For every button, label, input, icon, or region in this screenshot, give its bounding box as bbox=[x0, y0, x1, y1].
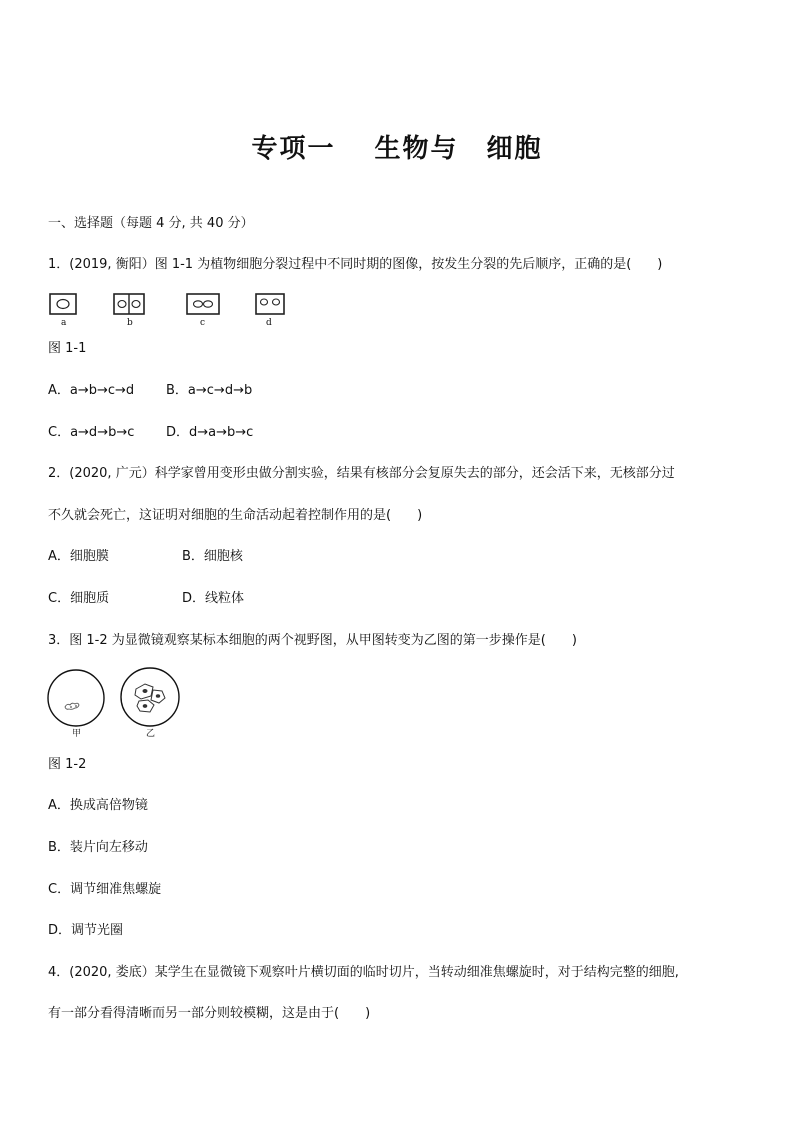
question-1-option-a: A．a→b→c→d bbox=[48, 383, 135, 398]
figure-1-1-cell-division bbox=[48, 292, 298, 330]
cell-b bbox=[114, 294, 144, 314]
question-3-option-c: C．调节细准焦螺旋 bbox=[48, 882, 162, 897]
figure-label-yi: 乙 bbox=[146, 729, 156, 739]
page-title: 专项一 生物与 细胞 bbox=[251, 134, 543, 164]
cell-a bbox=[50, 294, 76, 314]
figure-label-jia: 甲 bbox=[72, 729, 82, 739]
figure-1-2-microscope-views bbox=[46, 668, 186, 730]
cell-c bbox=[187, 294, 219, 314]
section-heading: 一、选择题（每题 4 分, 共 40 分） bbox=[48, 216, 254, 231]
question-3-stem: 3．图 1-2 为显微镜观察某标本细胞的两个视野图，从甲图转变为乙图的第一步操作是( ) bbox=[48, 633, 577, 648]
figure-label-a: a bbox=[61, 318, 67, 328]
question-2-option-a: A．细胞膜 bbox=[48, 549, 109, 564]
question-1-option-c: C．a→d→b→c bbox=[48, 425, 135, 440]
figure-label-c: c bbox=[200, 318, 206, 328]
question-3-option-a: A．换成高倍物镜 bbox=[48, 798, 148, 813]
question-1-option-b: B．a→c→d→b bbox=[166, 383, 253, 398]
question-4-stem-line-1: 4．(2020, 娄底）某学生在显微镜下观察叶片横切面的临时切片，当转动细准焦螺旋时，对于结构完整的细胞, bbox=[48, 965, 679, 980]
figure-caption-1-2: 图 1-2 bbox=[48, 757, 87, 772]
view-jia bbox=[48, 670, 104, 726]
view-yi bbox=[121, 668, 179, 726]
question-2-option-c: C．细胞质 bbox=[48, 591, 110, 606]
cell-d bbox=[256, 294, 284, 314]
question-3-option-b: B．装片向左移动 bbox=[48, 840, 148, 855]
question-2-option-b: B．细胞核 bbox=[182, 549, 243, 564]
figure-caption-1-1: 图 1-1 bbox=[48, 341, 87, 356]
figure-label-d: d bbox=[266, 318, 272, 328]
question-1-stem: 1．(2019, 衡阳）图 1-1 为植物细胞分裂过程中不同时期的图像，按发生分裂的先后顺序，正确的是( ) bbox=[48, 257, 663, 272]
question-4-stem-line-2: 有一部分看得清晰而另一部分则较模糊，这是由于( ) bbox=[48, 1006, 371, 1021]
question-2-stem-line-2: 不久就会死亡，这证明对细胞的生命活动起着控制作用的是( ) bbox=[48, 508, 423, 523]
figure-label-b: b bbox=[127, 318, 133, 328]
question-3-option-d: D．调节光圈 bbox=[48, 923, 124, 938]
question-1-option-d: D．d→a→b→c bbox=[166, 425, 254, 440]
question-2-option-d: D．线粒体 bbox=[182, 591, 245, 606]
question-2-stem-line-1: 2．(2020, 广元）科学家曾用变形虫做分割实验，结果有核部分会复原失去的部分，还会活下来，无核部分过 bbox=[48, 466, 675, 481]
